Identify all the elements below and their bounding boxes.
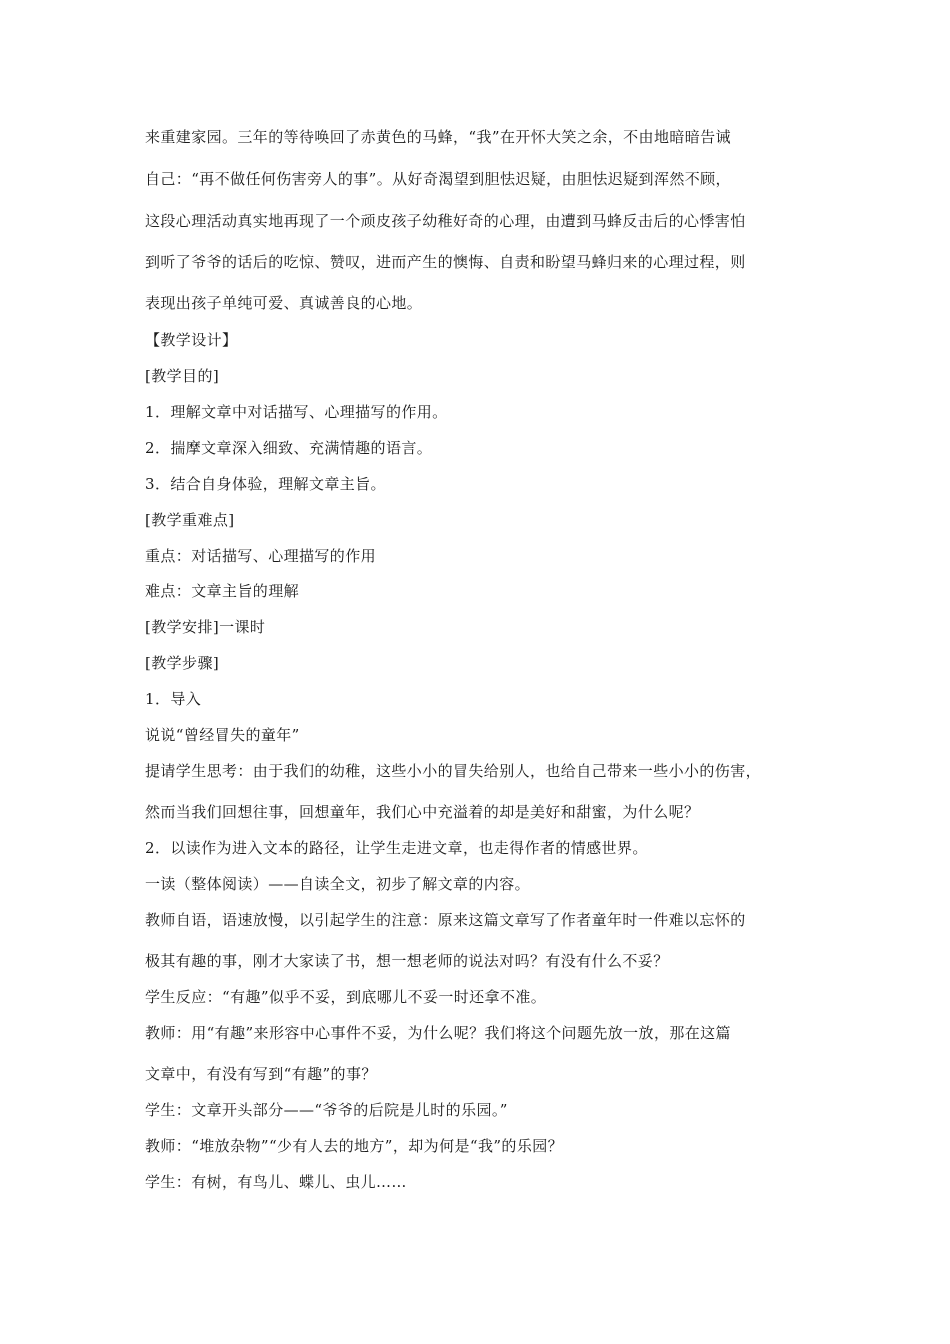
paragraph-line: 教师：“堆放杂物”“少有人去的地方”，却为何是“我”的乐园？ [145, 1137, 564, 1155]
paragraph-line: 表现出孩子单纯可爱、真诚善良的心地。 [145, 294, 423, 312]
subsection-heading: [教学重难点] [145, 511, 235, 529]
paragraph-line: 自己：“再不做任何伤害旁人的事”。从好奇渴望到胆怯迟疑，由胆怯迟疑到浑然不顾， [145, 170, 731, 188]
subsection-heading: [教学安排]一课时 [145, 618, 266, 636]
paragraph-line: 这段心理活动真实地再现了一个顽皮孩子幼稚好奇的心理，由遭到马蜂反击后的心悸害怕 [145, 212, 746, 230]
paragraph-line: 文章中，有没有写到“有趣”的事？ [145, 1065, 377, 1083]
paragraph-line: 说说“曾经冒失的童年” [145, 726, 300, 744]
paragraph-line: 学生：文章开头部分——“爷爷的后院是儿时的乐园。” [145, 1101, 508, 1119]
list-item: 1．导入 [145, 690, 202, 708]
paragraph-line: 极其有趣的事，刚才大家读了书，想一想老师的说法对吗？有没有什么不妥？ [145, 952, 669, 970]
list-item: 2．揣摩文章深入细致、充满情趣的语言。 [145, 439, 433, 457]
paragraph-line: 重点：对话描写、心理描写的作用 [145, 547, 377, 565]
paragraph-line: 学生反应：“有趣”似乎不妥，到底哪儿不妥一时还拿不准。 [145, 988, 547, 1006]
section-heading: 【教学设计】 [145, 331, 238, 349]
paragraph-line: 教师：用“有趣”来形容中心事件不妥，为什么呢？我们将这个问题先放一放，那在这篇 [145, 1024, 731, 1042]
paragraph-line: 教师自语，语速放慢，以引起学生的注意：原来这篇文章写了作者童年时一件难以忘怀的 [145, 911, 746, 929]
list-item: 1．理解文章中对话描写、心理描写的作用。 [145, 403, 448, 421]
paragraph-line: 来重建家园。三年的等待唤回了赤黄色的马蜂，“我”在开怀大笑之余，不由地暗暗告诫 [145, 128, 731, 146]
subsection-heading: [教学目的] [145, 367, 220, 385]
paragraph-line: 提请学生思考：由于我们的幼稚，这些小小的冒失给别人，也给自己带来一些小小的伤害， [145, 762, 762, 780]
paragraph-line: 学生：有树，有鸟儿、蝶儿、虫儿…… [145, 1173, 407, 1191]
paragraph-line: 到听了爷爷的话后的吃惊、赞叹，进而产生的懊悔、自责和盼望马蜂归来的心理过程，则 [145, 253, 746, 271]
list-item: 3．结合自身体验，理解文章主旨。 [145, 475, 386, 493]
list-item: 2．以读作为进入文本的路径，让学生走进文章，也走得作者的情感世界。 [145, 839, 648, 857]
paragraph-line: 难点：文章主旨的理解 [145, 582, 300, 600]
paragraph-line: 一读（整体阅读）——自读全文，初步了解文章的内容。 [145, 875, 531, 893]
paragraph-line: 然而当我们回想往事，回想童年，我们心中充溢着的却是美好和甜蜜，为什么呢？ [145, 803, 700, 821]
subsection-heading: [教学步骤] [145, 654, 220, 672]
